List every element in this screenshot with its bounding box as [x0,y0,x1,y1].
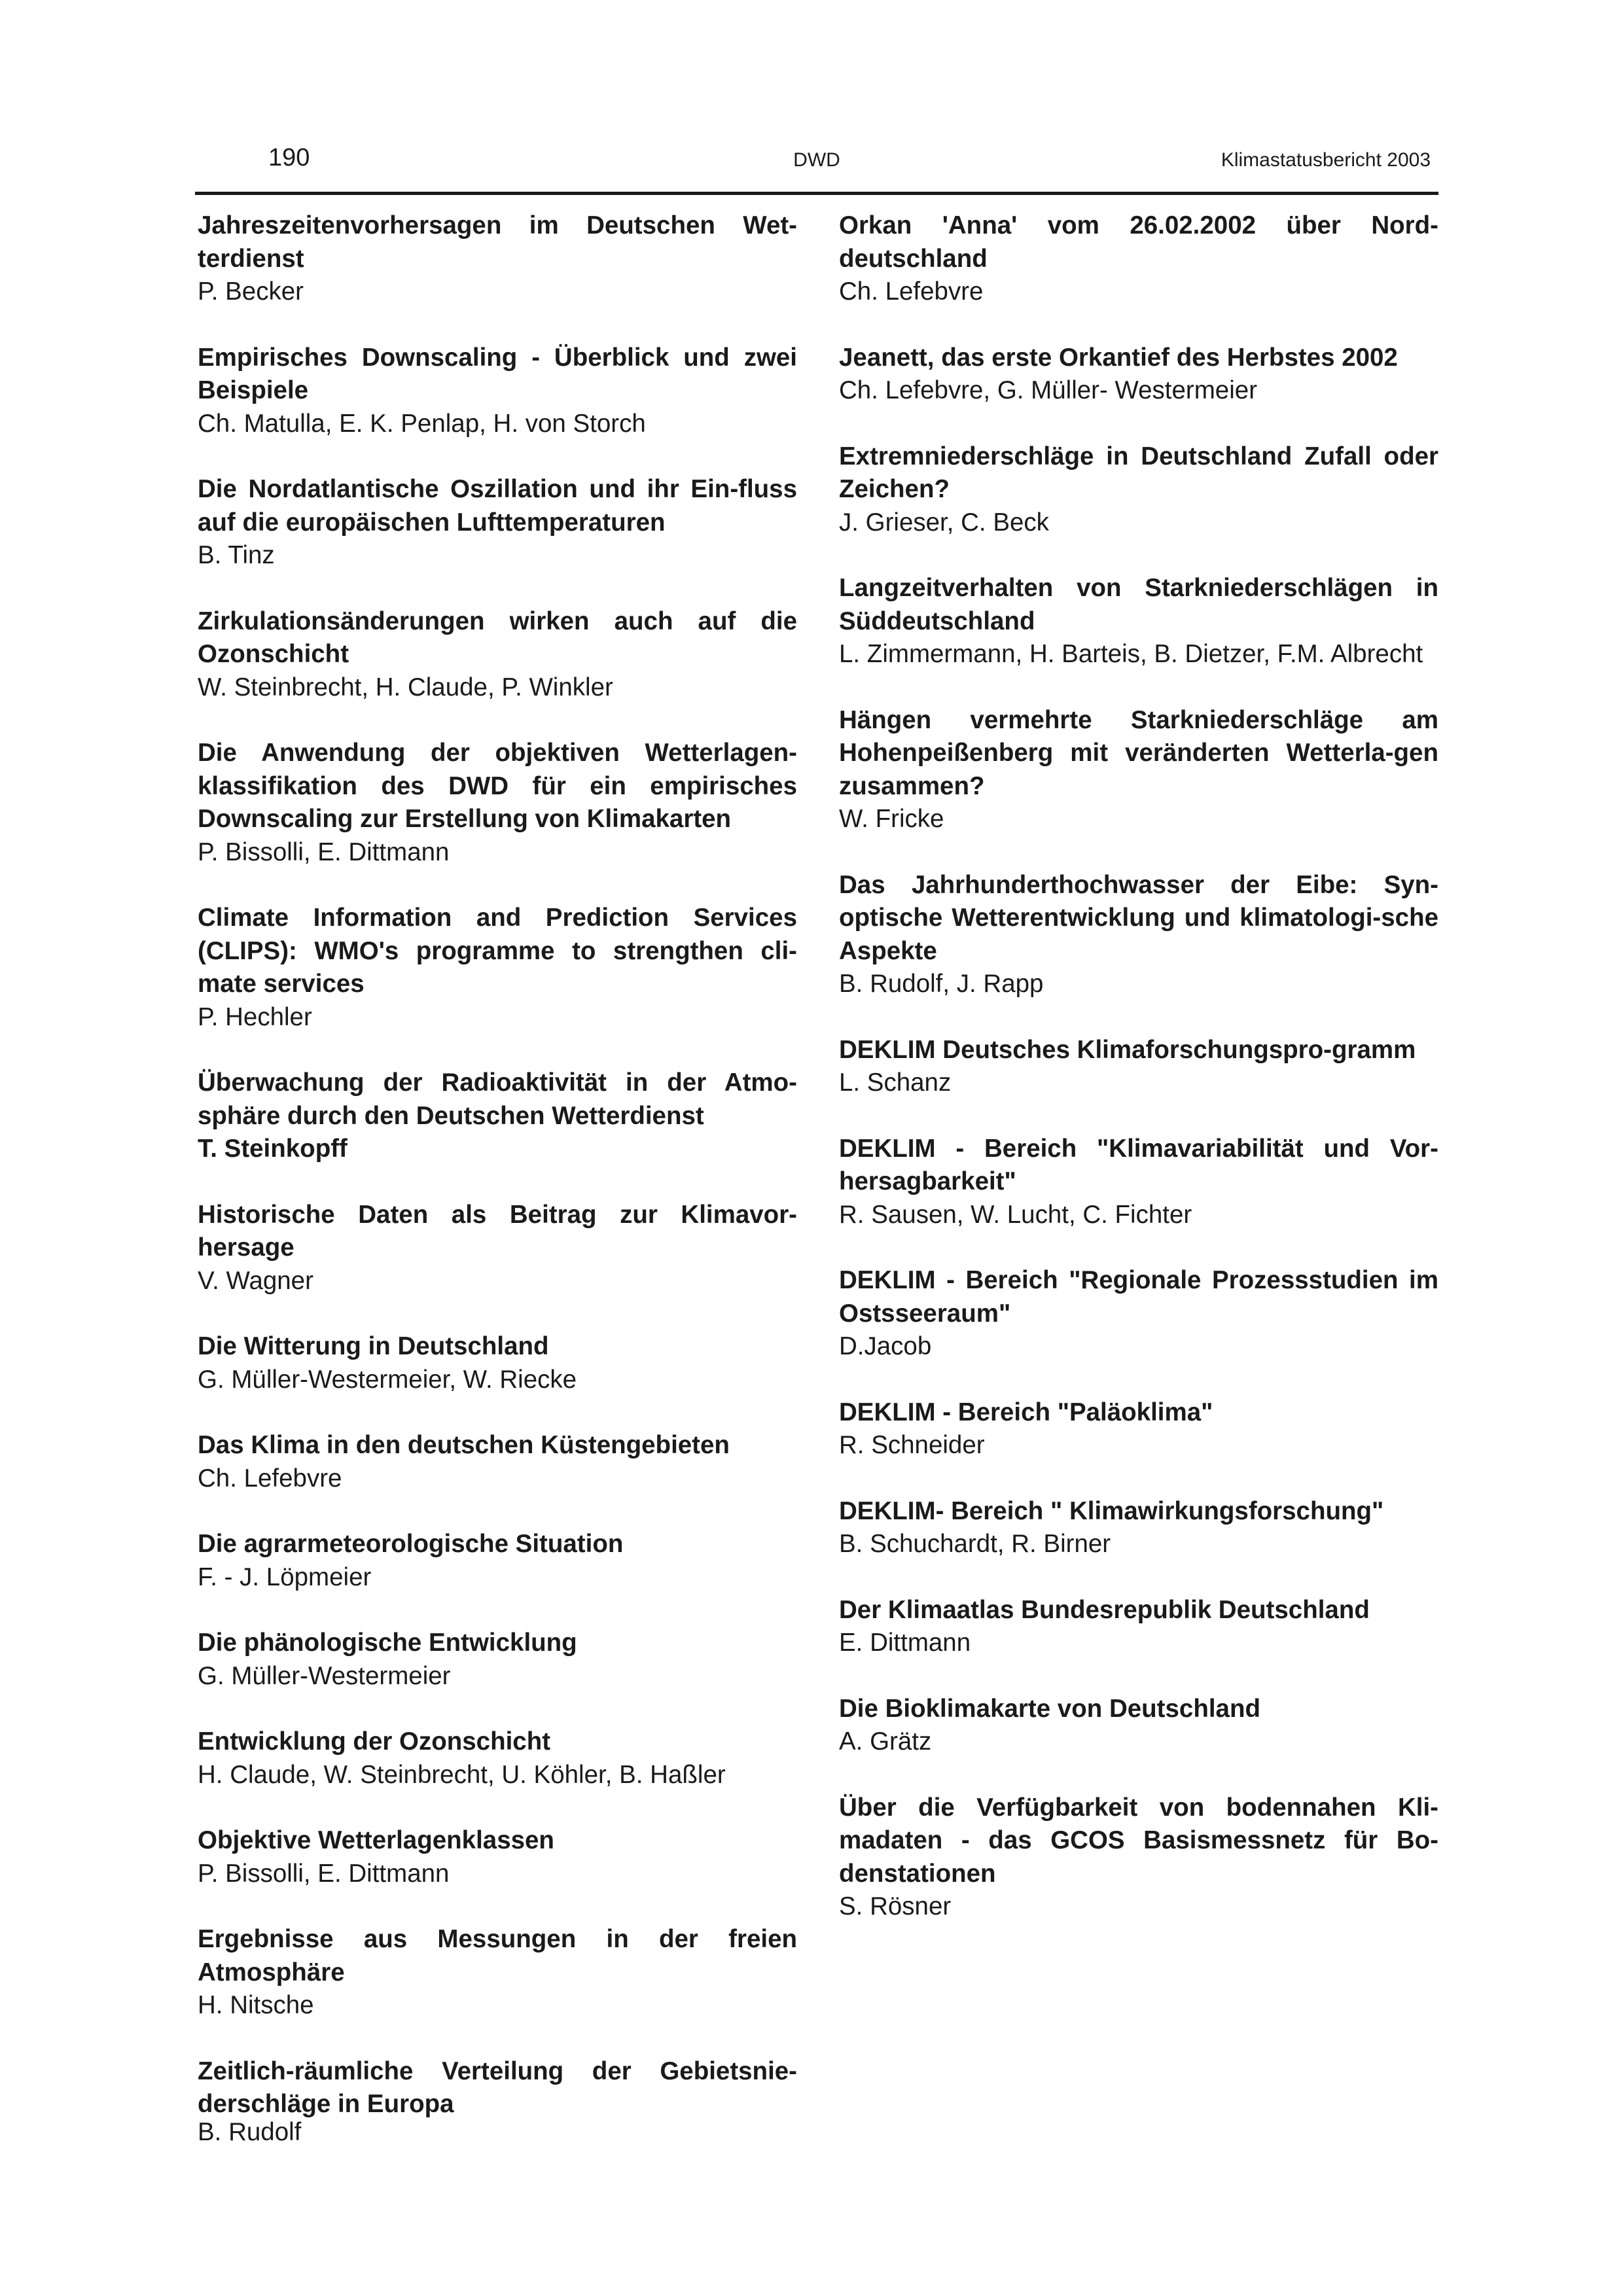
right-column [839,209,1438,1956]
entry-authors: B. Rudolf [198,2117,302,2146]
entry-title: Die Nordatlantische Oszillation und ihr Ein-fluss auf die europäischen Lufttemperaturen [198,475,797,537]
entry-authors: G. Müller-Westermeier, W. Riecke [198,1365,577,1394]
left-column [198,209,797,2181]
entry-authors: Ch. Lefebvre [839,277,984,306]
entry-authors: B. Tinz [198,541,275,569]
entry-title: Jeanett, das erste Orkantief des Herbstes 2002 [839,343,1398,372]
entry-title: Hängen vermehrte Starkniederschläge am Hohenpeißenberg mit veränderten Wetterla-gen zusammen? [839,705,1438,800]
entry-authors: P. Bissolli, E. Dittmann [198,1859,450,1888]
toc-entry [198,2055,797,2149]
toc-entry [839,572,1438,671]
entry-title: DEKLIM Deutsches Klimaforschungspro-gramm [839,1035,1416,1064]
entry-authors: R. Sausen, W. Lucht, C. Fichter [839,1200,1192,1229]
entry-title: Das Klima in den deutschen Küstengebieten [198,1431,730,1459]
entry-title: Über die Verfügbarkeit von bodennahen Kli-madaten - das GCOS Basismessnetz für Bo-denstationen [839,1793,1438,1888]
toc-entry [198,902,797,1034]
entry-title: Überwachung der Radioaktivität in der Atmo-sphäre durch den Deutschen Wetterdienst [198,1069,797,1130]
toc-entry [839,342,1438,408]
entry-title: Jahreszeitenvorhersagen im Deutschen Wet-terdienst [198,211,797,273]
page-number: 190 [268,144,310,171]
entry-authors: Ch. Lefebvre, G. Müller- Westermeier [839,376,1258,404]
toc-entry [839,1264,1438,1364]
toc-entry [839,1792,1438,1924]
entry-authors: W. Fricke [839,805,944,833]
entry-title: Orkan 'Anna' vom 26.02.2002 über Nord-deutschland [839,211,1438,273]
toc-entry [839,1396,1438,1462]
toc-entry [839,1495,1438,1561]
entry-title: Die agrarmeteorologische Situation [198,1530,624,1558]
entry-authors: A. Grätz [839,1727,932,1756]
toc-entry [198,1330,797,1396]
toc-entry [198,605,797,705]
entry-authors: P. Hechler [198,1002,312,1031]
entry-title: Die phänologische Entwicklung [198,1629,577,1657]
header-report-title: Klimastatusbericht 2003 [1221,149,1431,171]
toc-entry [839,704,1438,836]
entry-authors: T. Steinkopff [198,1135,348,1163]
entry-authors: Ch. Matulla, E. K. Penlap, H. von Storch [198,409,646,438]
entry-title: Ergebnisse aus Messungen in der freien Atmosphäre [198,1925,797,1987]
toc-entry [198,209,797,309]
entry-authors: B. Rudolf, J. Rapp [839,970,1044,998]
entry-title: DEKLIM - Bereich "Klimavariabilität und Vor-hersagbarkeit" [839,1134,1438,1195]
toc-entry [198,1429,797,1495]
entry-authors: V. Wagner [198,1266,313,1295]
toc-entry [839,1133,1438,1232]
entry-authors: P. Becker [198,277,304,306]
entry-title: Die Witterung in Deutschland [198,1332,549,1360]
toc-entry [198,737,797,869]
header-rule [195,192,1438,195]
entry-title: Objektive Wetterlagenklassen [198,1826,554,1854]
entry-authors: H. Nitsche [198,1991,314,2019]
entry-authors: L. Zimmermann, H. Barteis, B. Dietzer, F.M. Albrecht [839,640,1423,668]
entry-authors: D.Jacob [839,1332,932,1360]
entry-title: Empirisches Downscaling - Überblick und zwei Beispiele [198,343,797,404]
toc-entry [198,1627,797,1693]
toc-entry [839,1594,1438,1660]
entry-title: DEKLIM - Bereich "Paläoklima" [839,1398,1213,1426]
toc-entry [839,1034,1438,1100]
entry-authors: P. Bissolli, E. Dittmann [198,838,450,866]
entry-authors: B. Schuchardt, R. Birner [839,1530,1111,1558]
entry-authors: J. Grieser, C. Beck [839,508,1049,537]
entry-authors: S. Rösner [839,1892,952,1920]
toc-entry [198,1824,797,1890]
entry-authors: G. Müller-Westermeier [198,1661,451,1690]
entry-authors: R. Schneider [839,1431,985,1459]
entry-authors: E. Dittmann [839,1629,971,1657]
entry-title: Die Anwendung der objektiven Wetterlagen-klassifikation des DWD für ein empirisches Downscaling zur Erstellung von Klimakarten [198,739,797,833]
entry-title: Zirkulationsänderungen wirken auch auf die Ozonschicht [198,607,797,668]
entry-title: Die Bioklimakarte von Deutschland [839,1694,1260,1723]
entry-authors: F. - J. Löpmeier [198,1563,372,1591]
toc-entry [839,209,1438,309]
entry-title: Climate Information and Prediction Services (CLIPS): WMO's programme to strengthen cli-mate services [198,904,797,998]
entry-title: Extremniederschläge in Deutschland Zufall oder Zeichen? [839,442,1438,503]
entry-title: Langzeitverhalten von Starkniederschlägen in Süddeutschland [839,574,1438,635]
entry-title: Entwicklung der Ozonschicht [198,1727,551,1756]
page-header [195,141,1438,181]
entry-authors: L. Schanz [839,1069,952,1097]
toc-entry [839,440,1438,540]
toc-entry [198,1199,797,1298]
entry-title: Historische Daten als Beitrag zur Klimavor-hersage [198,1200,797,1262]
entry-title: DEKLIM - Bereich "Regionale Prozessstudien im Ostsseeraum" [839,1266,1438,1328]
toc-entry [198,1725,797,1792]
toc-entry [198,473,797,573]
toc-entry [198,1923,797,2022]
toc-entry [198,1067,797,1166]
entry-title: DEKLIM- Bereich " Klimawirkungsforschung" [839,1496,1384,1525]
entry-authors: Ch. Lefebvre [198,1464,342,1492]
toc-entry [198,1528,797,1594]
entry-authors: H. Claude, W. Steinbrecht, U. Köhler, B. Haßler [198,1760,726,1789]
entry-authors: W. Steinbrecht, H. Claude, P. Winkler [198,673,613,701]
entry-title: Das Jahrhunderthochwasser der Eibe: Syn-optische Wetterentwicklung und klimatologi-sche Aspekte [839,870,1438,965]
header-publisher: DWD [793,149,840,171]
entry-title: Zeitlich-räumliche Verteilung der Gebietsnie-derschläge in Europa [198,2057,797,2118]
entry-title: Der Klimaatlas Bundesrepublik Deutschland [839,1595,1370,1624]
toc-entry [839,1693,1438,1759]
toc-entry [198,342,797,441]
toc-entry [839,869,1438,1001]
